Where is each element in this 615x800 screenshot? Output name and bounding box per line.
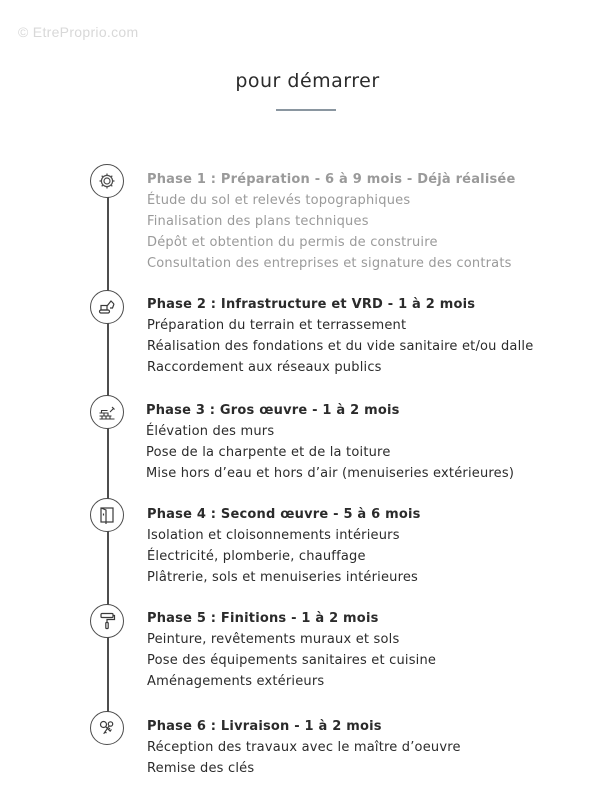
- title-divider: [276, 109, 336, 111]
- phase-heading: Phase 4 : Second œuvre - 5 à 6 mois: [147, 507, 421, 522]
- phase-item: Dépôt et obtention du permis de construire: [147, 235, 438, 250]
- watermark: © EtreProprio.com: [18, 24, 139, 40]
- brick-wall-icon: [90, 395, 124, 429]
- phase-item: Préparation du terrain et terrassement: [147, 318, 407, 333]
- phase-item: Réalisation des fondations et du vide sanitaire et/ou dalle: [147, 339, 534, 354]
- keys-icon: [90, 711, 124, 745]
- phase-item: Finalisation des plans techniques: [147, 214, 369, 229]
- phase-item: Raccordement aux réseaux publics: [147, 360, 382, 375]
- phase-heading: Phase 1 : Préparation - 6 à 9 mois - Déjà réalisée: [147, 172, 516, 187]
- phase-item: Plâtrerie, sols et menuiseries intérieures: [147, 570, 419, 585]
- phase-heading: Phase 3 : Gros œuvre - 1 à 2 mois: [146, 403, 400, 418]
- phase-item: Électricité, plomberie, chauffage: [147, 549, 366, 564]
- phase-item: Étude du sol et relevés topographiques: [147, 193, 411, 208]
- phase-heading: Phase 5 : Finitions - 1 à 2 mois: [147, 611, 379, 626]
- phase-heading: Phase 6 : Livraison - 1 à 2 mois: [147, 719, 382, 734]
- phase-item: Aménagements extérieurs: [147, 674, 325, 689]
- excavator-icon: [90, 290, 124, 324]
- phase-item: Consultation des entreprises et signature des contrats: [147, 256, 512, 271]
- window-icon: [90, 498, 124, 532]
- phase-item: Isolation et cloisonnements intérieurs: [147, 528, 400, 543]
- phase-item: Réception des travaux avec le maître d’oeuvre: [147, 740, 461, 755]
- phase-heading: Phase 2 : Infrastructure et VRD - 1 à 2 mois: [147, 297, 476, 312]
- phase-item: Pose des équipements sanitaires et cuisine: [147, 653, 437, 668]
- gear-icon: [90, 164, 124, 198]
- timeline-line: [107, 183, 109, 728]
- paint-roller-icon: [90, 604, 124, 638]
- phase-item: Mise hors d’eau et hors d’air (menuiseries extérieures): [146, 466, 515, 481]
- phase-item: Peinture, revêtements muraux et sols: [147, 632, 400, 647]
- phase-item: Remise des clés: [147, 761, 255, 776]
- page-title: pour démarrer: [235, 70, 380, 92]
- phase-item: Pose de la charpente et de la toiture: [146, 445, 391, 460]
- phase-item: Élévation des murs: [146, 424, 275, 439]
